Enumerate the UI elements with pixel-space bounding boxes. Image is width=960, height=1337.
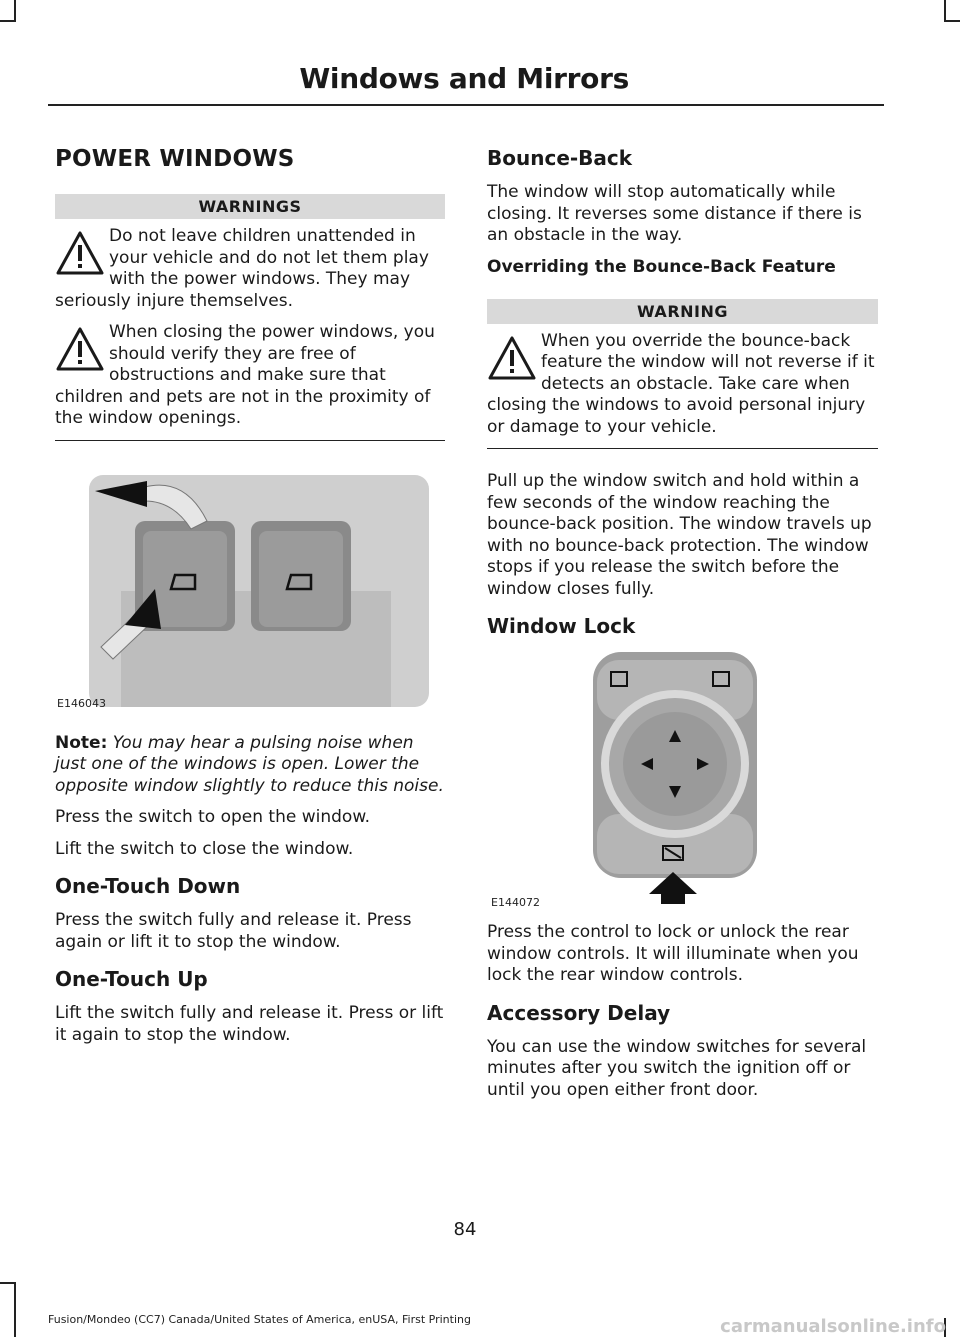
note-text: You may hear a pulsing noise when just one of the windows is open. Lower the opposite window slightly to reduce this noise. [55, 732, 444, 796]
left-column [55, 140, 445, 1056]
figure-code: E144072 [491, 896, 540, 909]
note-label: Note: [55, 732, 108, 753]
crop-mark [0, 20, 16, 22]
warnings-rule [55, 440, 445, 441]
crop-mark [14, 0, 16, 22]
figure-code: E146043 [57, 696, 106, 710]
accessory-delay-paragraph: You can use the window switches for several minutes after you switch the ignition off or until you open either front door. [487, 1036, 867, 1100]
warning-rule [487, 448, 878, 449]
window-lock-paragraph: Press the control to lock or unlock the rear window controls. It will illuminate when you lock the rear window controls. [487, 922, 859, 985]
warning-item [55, 322, 445, 430]
lift-paragraph: Lift the switch to close the window. [55, 838, 354, 859]
override-heading: Overriding the Bounce-Back Feature [487, 256, 836, 277]
bounce-back-heading: Bounce-Back [487, 146, 633, 170]
window-lock-illustration [487, 650, 878, 910]
rear-window-switch-figure [55, 461, 445, 719]
bounce-back-paragraph: The window will stop automatically while closing. It reverses some distance if there is an obstacle in the way. [487, 182, 862, 245]
one-touch-up-paragraph: Lift the switch fully and release it. Press or lift it again to stop the window. [55, 1003, 444, 1045]
accessory-delay-heading: Accessory Delay [487, 1000, 671, 1025]
warning-bar: WARNING [487, 299, 878, 324]
window-lock-figure [487, 650, 878, 922]
watermark: carmanualsonline.info [720, 1316, 946, 1337]
section-heading: POWER WINDOWS [55, 146, 295, 172]
crop-mark [944, 0, 946, 22]
note-paragraph [55, 733, 445, 798]
window-lock-heading: Window Lock [487, 614, 636, 638]
page-number: 84 [453, 1219, 477, 1240]
header-rule [48, 104, 884, 106]
warning-item [487, 331, 878, 439]
press-paragraph: Press the switch to open the window. [55, 807, 371, 827]
page-header-title: Windows and Mirrors [299, 62, 629, 95]
warning-text: When you override the bounce-back feature the window will not reverse if it detects an obstacle. Take care when closing the windows to avoid personal injury or damage to your vehicle. [487, 330, 875, 437]
pull-paragraph: Pull up the window switch and hold within a few seconds of the window reaching the bounce-back position. The window travels up with no bounce-back protection. The window stops if you release the switch before the window closes fully. [487, 471, 872, 599]
warnings-bar: WARNINGS [55, 194, 445, 219]
rear-window-switch-illustration [55, 461, 445, 711]
one-touch-up-heading: One-Touch Up [55, 967, 208, 991]
warning-text: Do not leave children unattended in your vehicle and do not let them play with the power windows. They may seriously injure themselves. [55, 226, 429, 311]
warning-text: When closing the power windows, you should verify they are free of obstructions and make sure that children and pets are not in the proximity of the window openings. [55, 322, 435, 428]
warning-item [55, 226, 445, 312]
warning-triangle-icon [55, 326, 105, 372]
page-footer: Fusion/Mondeo (CC7) Canada/United States of America, enUSA, First Printing [48, 1313, 471, 1326]
crop-mark [944, 20, 960, 22]
crop-mark [0, 1282, 16, 1284]
one-touch-down-paragraph: Press the switch fully and release it. Press again or lift it to stop the window. [55, 910, 412, 952]
crop-mark [14, 1282, 16, 1337]
warning-triangle-icon [55, 230, 105, 276]
right-column [487, 140, 878, 1111]
warning-triangle-icon [487, 335, 537, 381]
one-touch-down-heading: One-Touch Down [55, 874, 241, 898]
